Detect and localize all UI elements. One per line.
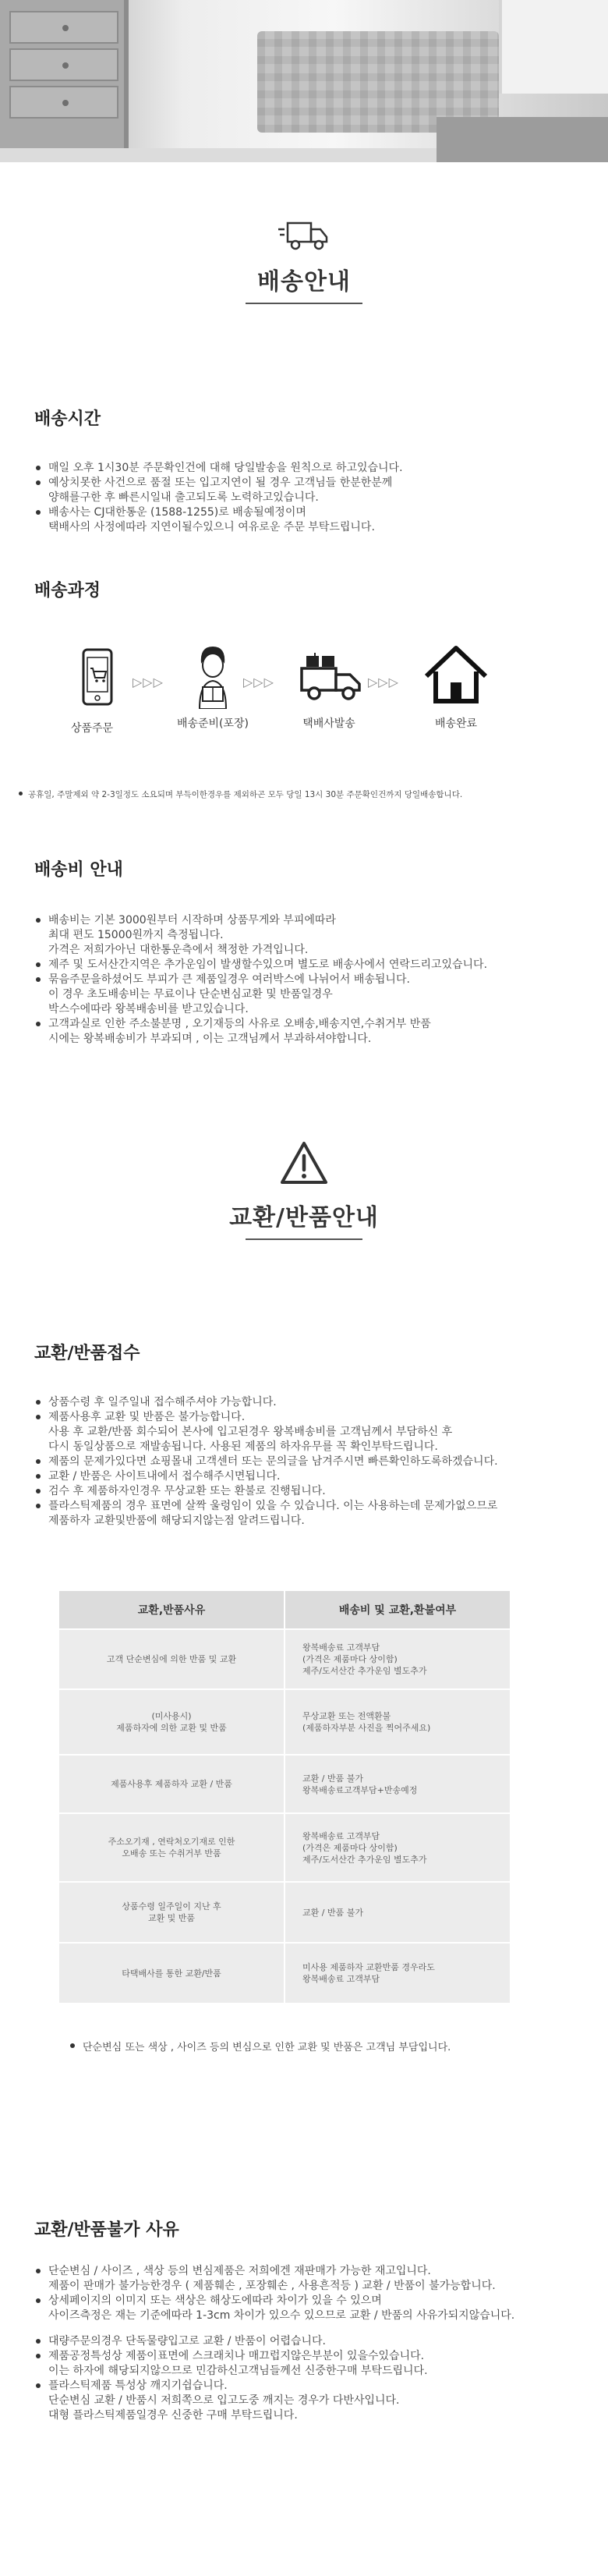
list-item: 상품수령 후 일주일내 접수해주셔야 가능합니다. [34,1395,577,1410]
title-underline [246,303,362,304]
exchange-policy-title: 교환/반품접수 [34,1344,140,1363]
list-item: 대량주문의경우 단독물량입고로 교환 / 반품이 어렵습니다. [34,2334,577,2349]
table-cell: 무상교환 또는 전액환불 (제품하자부분 사진을 찍어주세요) [285,1688,510,1754]
process-step-courier [290,653,368,731]
table-cell: 고객 단순변심에 의한 반품 및 교환 [59,1628,285,1688]
exchange-title: 교환/반품안내 [229,1204,379,1231]
list-item: 배송사는 CJ대한통운 (1588-1255)로 배송될예정이며 택배사의 사정에따라 지연이될수있으니 여유로운 주문 부탁드립니다. [34,505,577,535]
exchange-policy-section [0,1340,608,1529]
delivery-fee-title: 배송비 안내 [34,860,123,880]
list-item: 제품사용후 교환 및 반품은 불가능합니다. 사용 후 교환/반품 회수되어 본사에 입고된경우 왕복배송비를 고객님께서 부담하신 후 다시 동일상품으로 재발송됩니다. 사용된 제품의 하자유무를 꼭 확인부탁드립니다. [34,1410,577,1455]
shipping-title: 배송안내 [257,268,351,296]
list-item: 검수 후 제품하자인경우 무상교환 또는 환불로 진행됩니다. [34,1484,577,1499]
table-cell: 교환 / 반품 불가 왕복배송료고객부담+반송예정 [285,1754,510,1812]
exchange-table [59,1591,510,2003]
table-cell: 미사용 제품하자 교환반품 경우라도 왕복배송료 고객부담 [285,1942,510,2003]
process-arrow: ▷▷▷ [368,675,399,689]
process-step-label: 택배사발송 [302,718,355,730]
list-item: 제주 및 도서산간지역은 추가운임이 발생할수있으며 별도로 배송사에서 연락드리고있습니다. [34,958,577,973]
table-header: 배송비 및 교환,환불여부 [285,1591,510,1628]
list-item: 제품의 문제가있다면 쇼핑몰내 고객센터 또는 문의글을 남겨주시면 빠른확인하도록하겠습니다. [34,1455,577,1469]
exchange-unavailable-list-2 [0,2334,608,2423]
list-item: 교환 / 반품은 사이트내에서 접수해주시면됩니다. [34,1469,577,1484]
table-cell: 왕복배송료 고객부담 (가격은 제품마다 상이함) 제주/도서산간 추가운임 별도추가 [285,1812,510,1881]
table-row [59,1754,510,1812]
exchange-policy-list [0,1395,608,1529]
list-item: 플라스틱제품 특성상 깨지기쉽습니다. 단순변심 교환 / 반품시 저희쪽으로 입고도중 깨지는 경우가 다반사입니다. 대형 플라스틱제품일경우 신중한 구매 부탁드립니다. [34,2379,577,2423]
exchange-unavailable-section [0,2216,608,2423]
list-item: 고객과실로 인한 주소불분명 , 오기재등의 사유로 오배송,배송지연,수취거부 반품 시에는 왕복배송비가 부과되며 , 이는 고객님께서 부과하셔야합니다. [34,1017,577,1047]
table-row [59,1881,510,1942]
table-row [59,1942,510,2003]
table-cell: 주소오기재 , 연락처오기재로 인한 오배송 또는 수취거부 반품 [59,1812,285,1881]
warning-triangle-icon [279,1140,329,1185]
delivery-time-title: 배송시간 [34,409,101,429]
table-row [59,1628,510,1688]
hero-interior-image [0,0,608,162]
smartphone-cart-icon [80,648,115,706]
table-cell: 왕복배송료 고객부담 (가격은 제품마다 상이함) 제주/도서산간 추가운임 별도추가 [285,1628,510,1688]
process-step-order [70,648,125,735]
title-underline [246,1238,362,1240]
dresser-illustration [0,0,129,148]
list-item: 배송비는 기본 3000원부터 시작하며 상품무게와 부피에따라 최대 편도 15000원까지 측정됩니다. 가격은 저희가아닌 대한통운측에서 책정한 가격입니다. [34,913,577,958]
table-cell: 상품수령 일주일이 지난 후 교환 및 반품 [59,1881,285,1942]
list-item: 제품공정특성상 제품이표면에 스크래치나 매끄럽지않은부분이 있을수있습니다. 이는 하자에 해당되지않으므로 민감하신고객님들께선 신중한구매 부탁드립니다. [34,2349,577,2379]
exchange-unavailable-list-1 [0,2264,608,2323]
list-item: 예상치못한 사건으로 품절 또는 입고지연이 될 경우 고객님들 한분한분께 양해를구한 후 빠른시일내 출고되도록 노력하고있습니다. [34,476,577,505]
table-row [59,1812,510,1881]
delivery-truck-icon [294,653,364,704]
delivery-time-section [0,406,608,535]
table-header: 교환,반품사유 [59,1591,285,1628]
table-cell: 제품사용후 제품하자 교환 / 반품 [59,1754,285,1812]
packing-person-icon [186,642,240,709]
delivery-fee-section [0,856,608,1047]
process-step-label: 상품주문 [70,722,114,735]
table-cell: (미사용시) 제품하자에 의한 교환 및 반품 [59,1688,285,1754]
process-step-label: 배송완료 [434,718,478,730]
process-step-label: 배송준비(포장) [176,718,249,730]
exchange-section-header [0,1140,608,1240]
house-icon [423,645,489,704]
process-arrow: ▷▷▷ [243,675,274,689]
list-item: 상세페이지의 이미지 또는 색상은 해상도에따라 차이가 있을 수 있으며 사이즈측정은 재는 기준에따라 1-3cm 차이가 있으수 있으므로 교환 / 반품의 사유가되지않습니다. [34,2294,577,2323]
exchange-table-wrap [0,1591,608,2053]
list-item: 매일 오후 1시30분 주문확인건에 대해 당일발송을 원칙으로 하고있습니다. [34,461,577,476]
table-note: 단순변심 또는 색상 , 사이즈 등의 변심으로 인한 교환 및 반품은 고객님 부담입니다. [0,2039,608,2053]
delivery-process-section [0,577,608,800]
process-note: 공휴일, 주말제외 약 2-3일정도 소요되며 부득이한경우를 제외하곤 모두 당일 13시 30분 주문확인건까지 당일배송합니다. [0,788,608,800]
table-cell: 교환 / 반품 불가 [285,1881,510,1942]
list-item: 단순변심 / 사이즈 , 색상 등의 변심제품은 저희에겐 재판매가 가능한 재고입니다. 제품이 판매가 불가능한경우 ( 제품훼손 , 포장훼손 , 사용흔적등 ) 교환 / 반품이 불가능합니다. [34,2264,577,2294]
list-item: 플라스틱제품의 경우 표면에 살짝 울렁임이 있을 수 있습니다. 이는 사용하는데 문제가없으므로 제품하자 교환및반품에 해당되지않는점 알려드립니다. [34,1499,577,1529]
process-arrow: ▷▷▷ [133,675,164,689]
delivery-truck-icon [277,218,331,256]
shipping-section-header [0,218,608,304]
exchange-unavailable-title: 교환/반품불가 사유 [34,2220,179,2240]
process-steps [0,648,608,749]
table-cell: 타택배사를 통한 교환/반품 [59,1942,285,2003]
process-step-complete [417,645,495,731]
delivery-fee-list [0,913,608,1047]
list-item: 묶음주문을하셨어도 부피가 큰 제품일경우 여러박스에 나뉘어서 배송됩니다. 이 경우 초도배송비는 무료이나 단순변심교환 및 반품일경우 박스수에따라 왕복배송비를 받고있습니다. [34,973,577,1017]
table-row [59,1688,510,1754]
delivery-time-list [0,461,608,535]
delivery-process-title: 배송과정 [34,581,101,601]
